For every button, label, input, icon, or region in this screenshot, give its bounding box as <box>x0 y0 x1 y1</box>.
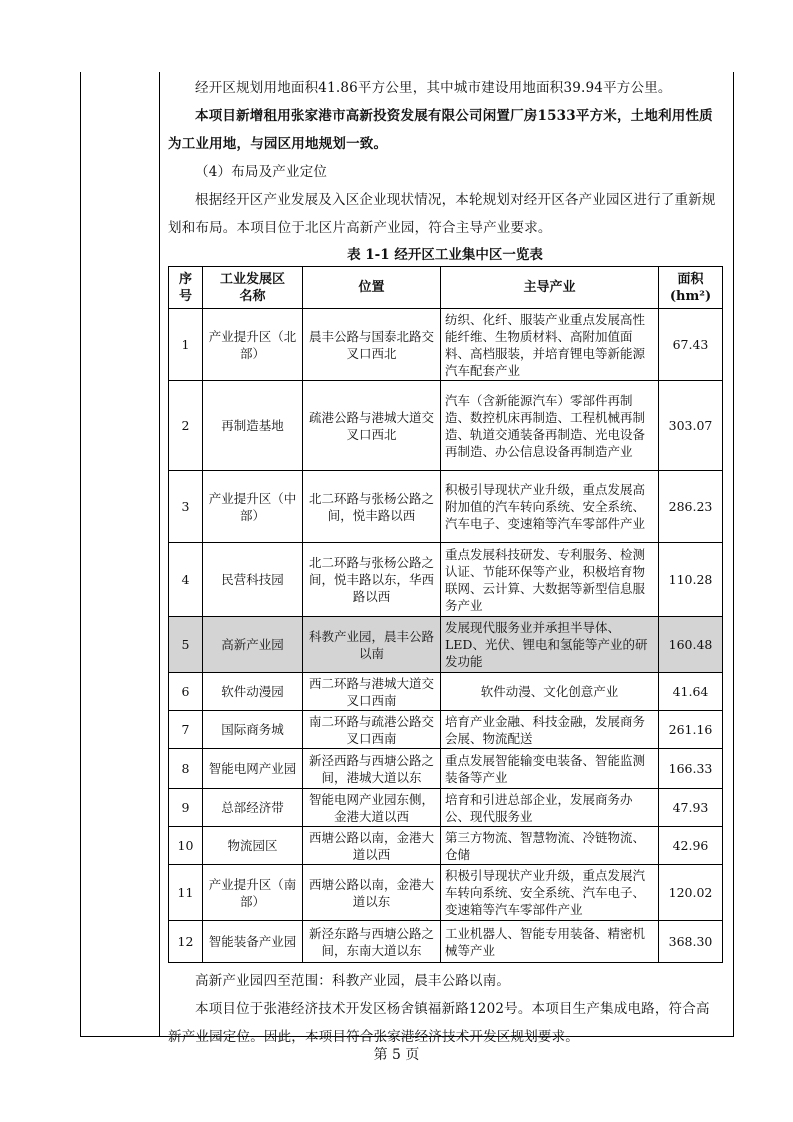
cell-area: 368.30 <box>659 921 723 963</box>
cell-industry: 第三方物流、智慧物流、冷链物流、仓储 <box>441 827 659 865</box>
table-row <box>169 749 723 789</box>
cell-location: 北二环路与张杨公路之间，悦丰路以东，华西路以西 <box>303 543 441 617</box>
cell-area: 166.33 <box>659 749 723 789</box>
cell-number: 8 <box>169 749 203 789</box>
table-row <box>169 789 723 827</box>
cell-area: 120.02 <box>659 865 723 921</box>
cell-zone-name: 产业提升区（中部） <box>203 471 303 543</box>
page-number: 第 5 页 <box>373 1047 420 1063</box>
cell-location: 晨丰公路与国泰北路交叉口西北 <box>303 309 441 381</box>
cell-area: 286.23 <box>659 471 723 543</box>
table-row <box>169 827 723 865</box>
cell-number: 9 <box>169 789 203 827</box>
cell-industry: 培育产业金融、科技金融，发展商务会展、物流配送 <box>441 711 659 749</box>
table-row-highlighted <box>169 617 723 673</box>
table-row <box>169 865 723 921</box>
cell-location: 西塘公路以南，金港大道以西 <box>303 827 441 865</box>
cell-area: 303.07 <box>659 381 723 471</box>
table-row <box>169 921 723 963</box>
cell-industry: 重点发展智能输变电装备、智能监测装备等产业 <box>441 749 659 789</box>
cell-number: 11 <box>169 865 203 921</box>
table-row <box>169 471 723 543</box>
cell-industry: 积极引导现状产业升级，重点发展高附加值的汽车转向系统、安全系统、汽车电子、变速箱等汽车零部件产业 <box>441 471 659 543</box>
cell-number: 4 <box>169 543 203 617</box>
cell-location: 新泾西路与西塘公路之间，港城大道以东 <box>303 749 441 789</box>
cell-area: 261.16 <box>659 711 723 749</box>
cell-location: 北二环路与张杨公路之间，悦丰路以西 <box>303 471 441 543</box>
cell-industry: 纺织、化纤、服装产业重点发展高性能纤维、生物质材料、高附加值面料、高档服装，并培育锂电等新能源汽车配套产业 <box>441 309 659 381</box>
cell-number: 3 <box>169 471 203 543</box>
header-zone-name: 工业发展区 名称 <box>203 267 303 309</box>
cell-area: 41.64 <box>659 673 723 711</box>
cell-zone-name: 民营科技园 <box>203 543 303 617</box>
cell-number: 2 <box>169 381 203 471</box>
cell-number: 5 <box>169 617 203 673</box>
cell-industry: 重点发展科技研发、专利服务、检测认证、节能环保等产业，积极培育物联网、云计算、大数据等新型信息服务产业 <box>441 543 659 617</box>
header-area: 面积 (hm²) <box>659 267 723 309</box>
cell-number: 7 <box>169 711 203 749</box>
cell-zone-name: 智能电网产业园 <box>203 749 303 789</box>
cell-industry: 软件动漫、文化创意产业 <box>441 673 659 711</box>
header-industry: 主导产业 <box>441 267 659 309</box>
paragraph-layout-description: 根据经开区产业发展及入区企业现状情况，本轮规划对经开区各产业园区进行了重新规划和布局。本项目位于北区片高新产业园，符合主导产业要求。 <box>168 192 716 236</box>
cell-industry: 汽车（含新能源汽车）零部件再制造、数控机床再制造、工程机械再制造、轨道交通装备再制造、光电设备再制造、办公信息设备再制造产业 <box>441 381 659 471</box>
cell-location: 西二环路与港城大道交叉口西南 <box>303 673 441 711</box>
section-heading-layout: （4）布局及产业定位 <box>195 164 328 180</box>
cell-location: 新泾东路与西塘公路之间，东南大道以东 <box>303 921 441 963</box>
table-row <box>169 543 723 617</box>
header-number: 序 号 <box>169 267 203 309</box>
cell-location: 智能电网产业园东侧，金港大道以西 <box>303 789 441 827</box>
cell-zone-name: 产业提升区（南部） <box>203 865 303 921</box>
table-row <box>169 673 723 711</box>
cell-number: 6 <box>169 673 203 711</box>
cell-industry: 积极引导现状产业升级，重点发展汽车转向系统、安全系统、汽车电子、变速箱等汽车零部件产业 <box>441 865 659 921</box>
cell-area: 110.28 <box>659 543 723 617</box>
cell-industry: 发展现代服务业并承担半导体、LED、光伏、锂电和氢能等产业的研发功能 <box>441 617 659 673</box>
cell-zone-name: 软件动漫园 <box>203 673 303 711</box>
cell-number: 12 <box>169 921 203 963</box>
cell-zone-name: 再制造基地 <box>203 381 303 471</box>
table-header-row <box>169 267 723 309</box>
cell-industry: 培育和引进总部企业，发展商务办公、现代服务业 <box>441 789 659 827</box>
cell-zone-name: 国际商务城 <box>203 711 303 749</box>
cell-area: 160.48 <box>659 617 723 673</box>
cell-area: 67.43 <box>659 309 723 381</box>
cell-location: 西塘公路以南，金港大道以东 <box>303 865 441 921</box>
cell-area: 42.96 <box>659 827 723 865</box>
cell-number: 10 <box>169 827 203 865</box>
column-divider <box>159 72 160 1036</box>
header-location: 位置 <box>303 267 441 309</box>
cell-area: 47.93 <box>659 789 723 827</box>
table-caption: 表 1-1 经开区工业集中区一览表 <box>347 247 543 263</box>
cell-location: 南二环路与疏港公路交叉口西南 <box>303 711 441 749</box>
cell-zone-name: 产业提升区（北部） <box>203 309 303 381</box>
paragraph-project-lease: 本项目新增租用张家港市高新投资发展有限公司闲置厂房1533平方米，土地利用性质为工业用地，与园区用地规划一致。 <box>168 108 713 152</box>
cell-zone-name: 物流园区 <box>203 827 303 865</box>
cell-industry: 工业机器人、智能专用装备、精密机械等产业 <box>441 921 659 963</box>
cell-zone-name: 高新产业园 <box>203 617 303 673</box>
cell-number: 1 <box>169 309 203 381</box>
cell-zone-name: 总部经济带 <box>203 789 303 827</box>
table-row <box>169 711 723 749</box>
table-row <box>169 309 723 381</box>
paragraph-project-conformity: 本项目位于张港经济技术开发区杨舍镇福新路1202号。本项目生产集成电路，符合高新产业园定位。因此，本项目符合张家港经济技术开发区规划要求。 <box>168 1001 710 1045</box>
paragraph-planned-area: 经开区规划用地面积41.86平方公里，其中城市建设用地面积39.94平方公里。 <box>195 80 672 96</box>
industrial-zones-table <box>168 266 723 963</box>
table-row <box>169 381 723 471</box>
cell-location: 科教产业园，晨丰公路以南 <box>303 617 441 673</box>
document-body <box>168 74 722 1051</box>
cell-location: 疏港公路与港城大道交叉口西北 <box>303 381 441 471</box>
cell-zone-name: 智能装备产业园 <box>203 921 303 963</box>
paragraph-park-boundary: 高新产业园四至范围：科教产业园，晨丰公路以南。 <box>195 973 511 989</box>
